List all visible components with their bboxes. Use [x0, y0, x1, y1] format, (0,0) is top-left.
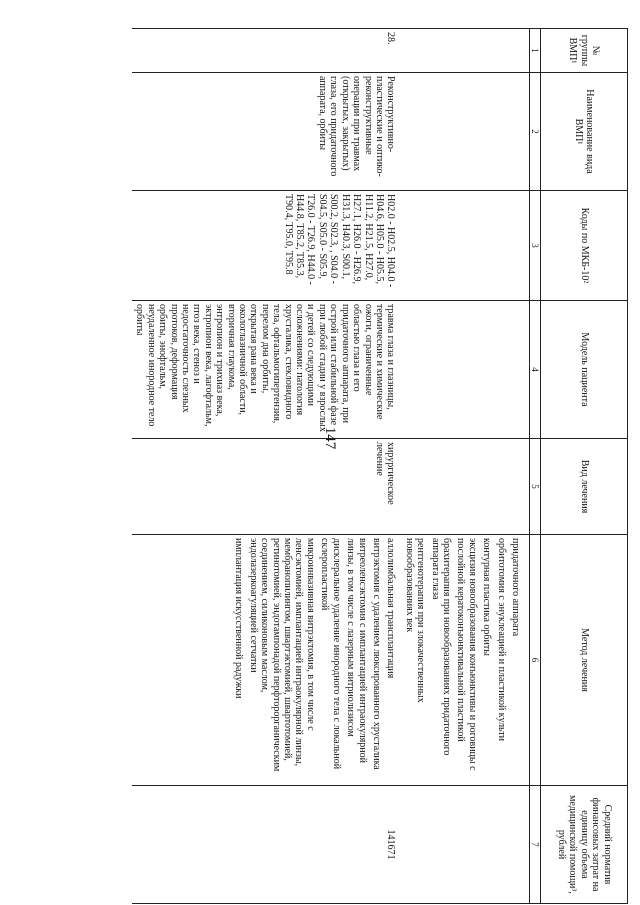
method-cell: [398, 535, 523, 786]
vmp-name-cell: Реконструктивно-пластические и оптико-реконструктивные операции при травмах (открытых, закрытых) глаза, его придаточного аппарата, орбиты: [132, 73, 398, 191]
column-number: 6: [530, 535, 541, 786]
method-cell: [132, 535, 398, 786]
method-item: аллолимбальная трансплантация: [385, 538, 397, 679]
method-item: витрэктомия с удалением люксированного хрусталика: [370, 538, 382, 770]
group-number-cell: 28.: [132, 29, 398, 73]
method-item: орбитотомия с энуклеацией и пластикой культи: [495, 538, 507, 741]
method-item: микроинвазивная витрэктомия, в том числе с ленсэктомией, имплантацией интраокулярной линзы, мембранопилингом, швартэктомией, швартотомией, ретинотомией, эндотампонадой перфторорганическим соединением, силиконовым маслом, эндолазеркоагуляцией сетчатки: [247, 538, 316, 772]
header-group-number: № группы ВМП¹: [541, 29, 628, 73]
method-item: дисклеральное удаление инородного тела с локальной склеропластикой: [319, 538, 342, 770]
table-row: [132, 29, 398, 904]
method-item: эксцизия новообразования конъюнктивы и роговицы с послойной кератоконъюнктивальной пластикой: [455, 538, 478, 771]
cost-cell: 141671: [132, 786, 398, 904]
column-number: 2: [530, 73, 541, 191]
header-vmp-name: Наименование вида ВМП¹: [541, 73, 628, 191]
method-item: имплантация искусственной радужки: [233, 538, 245, 699]
method-item: брахитерапия при новообразованиях придаточного аппарата глаза: [429, 538, 452, 756]
patient-model-cell: травма глаза и глазницы, термические и химические ожоги, ограниченные областью глаза и его придаточного аппарата, при острой или стабильной фазе при любой стадии у взрослых и детей со следующими осложнениями: патология хрусталика, стекловидного тела, офтальмогипертензия, перелом дна орбиты, открытая рана века и окологлазничной области, вторичная глаукома, энтропион и трихиаз века, эктропион века, лагофтальм, птоз века, стеноз и недостаточность слезных протоков, деформация орбиты, энофтальм, неудаленное инородное тело орбиты: [132, 301, 398, 439]
icd-codes-cell: H02.0 - H02.5, H04.0 - H04.6, H05.0 - H05.5, H11.2, H21.5, H27.0, H27.1, H26.0 - H26.9, H31.3, H40.3, S00.1, S00.2, S02.3, , S04.0 - S04.5, S05.0 - S05.9, T26.0 - T26.9, H44.0 - H44.8, T85.2, T85.3, T90.4, T95.0, T95.8: [132, 191, 398, 301]
method-item: витреоленсэктомия с имплантацией интраокулярной линзы, в том числе с лазерным витриолизисом: [345, 538, 368, 763]
column-number: 1: [530, 29, 541, 73]
column-number: 3: [530, 191, 541, 301]
header-treatment-method: Метод лечения: [541, 535, 628, 786]
header-row: [541, 29, 628, 904]
continuation-row: [398, 29, 523, 904]
treatment-type-cell: хирургическое лечение: [132, 439, 398, 535]
column-number: 4: [530, 301, 541, 439]
method-item: контурная пластика орбиты: [481, 538, 493, 656]
rotated-table-region: [134, 28, 628, 903]
treatment-table: [132, 28, 628, 904]
header-patient-model: Модель пациента: [541, 301, 628, 439]
column-number: 7: [530, 786, 541, 904]
header-treatment-type: Вид лечения: [541, 439, 628, 535]
column-number-row: [530, 29, 541, 904]
page-number: 147: [322, 426, 338, 450]
column-number: 5: [530, 439, 541, 535]
method-item: рентгенотерапия при злокачественных новообразованиях век: [403, 538, 427, 703]
header-cost-standard: Средний норматив финансовых затрат на единицу объема медицинской помощи³, рублей: [541, 786, 628, 904]
method-item: придаточного аппарата: [510, 538, 521, 637]
header-icd-codes: Коды по МКБ-10²: [541, 191, 628, 301]
